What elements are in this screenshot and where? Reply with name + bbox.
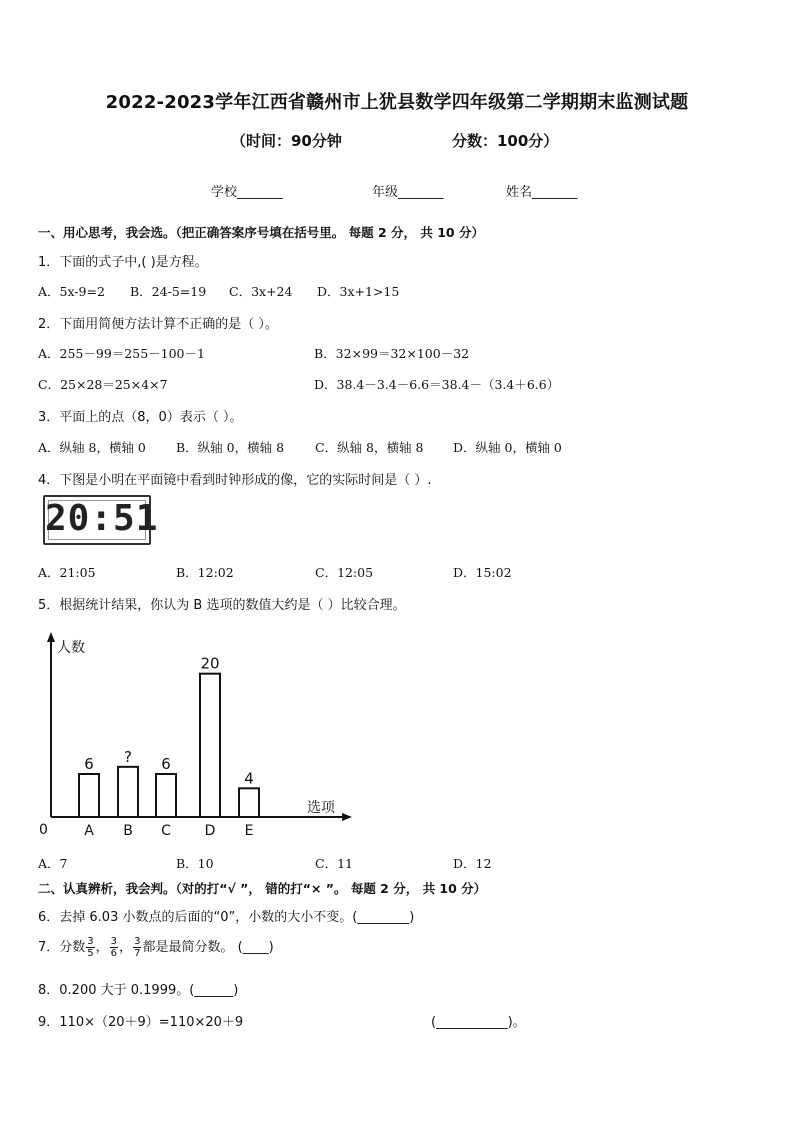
bar-C	[156, 774, 176, 817]
q1-option-c: C．3x+24	[229, 284, 293, 299]
q2-option-b: B．32×99＝32×100－32	[314, 346, 470, 361]
bar-B	[118, 767, 138, 817]
data-label-C: 6	[161, 755, 171, 773]
q5-option-c: C．11	[315, 856, 353, 871]
chart-bars	[79, 674, 259, 817]
q1-stem: 1．下面的式子中,( )是方程。	[38, 255, 208, 270]
section1-heading: 一、用心思考，我会选。（把正确答案序号填在括号里。 每题 2 分， 共 10 分）	[38, 225, 484, 240]
page-title: 2022-2023学年江西省赣州市上犹县数学四年级第二学期期末监测试题	[105, 92, 689, 113]
data-label-B: ?	[124, 747, 132, 766]
q1-option-b: B．24-5=19	[130, 284, 207, 299]
q4-stem: 4．下图是小明在平面镜中看到时钟形成的像，它的实际时间是（ ）.	[38, 473, 432, 488]
q5-option-b: B．10	[176, 856, 214, 871]
q2-option-d: D．38.4－3.4－6.6＝38.4－（3.4＋6.6）	[314, 377, 560, 392]
name-field: 姓名_______	[506, 185, 578, 200]
origin-label: 0	[39, 822, 48, 838]
q4-option-a: A．21:05	[38, 565, 96, 580]
q3-option-c: C．纵轴 8，横轴 8	[315, 440, 424, 455]
grade-field: 年级_______	[372, 185, 444, 200]
q8-statement: 8．0.200 大于 0.1999。(______)	[38, 983, 239, 998]
data-label-E: 4	[244, 769, 254, 788]
y-axis-arrow	[47, 632, 55, 642]
q4-option-d: D．15:02	[453, 565, 512, 580]
category-label-A: A	[84, 823, 94, 839]
clock-digits: 20:51	[45, 498, 159, 539]
q7-prefix: 7．分数	[38, 940, 86, 955]
fraction-3-6: $\frac{3}{6}$	[110, 936, 118, 959]
q1-option-d: D．3x+1>15	[317, 284, 400, 299]
q3-option-d: D．纵轴 0，横轴 0	[453, 440, 562, 455]
exam-time: （时间：90分钟	[231, 132, 342, 150]
x-axis-label: 选项	[307, 800, 335, 816]
q9-statement: 9．110×（20＋9）=110×20＋9	[38, 1015, 244, 1030]
exam-score: 分数：100分）	[452, 132, 559, 150]
q9-answer-blank: (___________)。	[431, 1015, 526, 1030]
bar-chart	[30, 628, 360, 840]
q1-option-a: A．5x-9=2	[38, 284, 105, 299]
bar-E	[239, 788, 259, 817]
section2-heading: 二、认真辨析，我会判。（对的打“√ ”， 错的打“× ”。 每题 2 分， 共 10 分）	[38, 881, 487, 896]
category-label-D: D	[204, 823, 216, 839]
q7-suffix: 都是最简分数。 (____)	[142, 940, 274, 955]
q3-stem: 3．平面上的点（8，0）表示（ ）。	[38, 410, 243, 425]
bar-D	[200, 674, 220, 817]
q2-option-c: C．25×28＝25×4×7	[38, 377, 168, 392]
x-axis-arrow	[342, 813, 352, 821]
data-label-A: 6	[84, 755, 94, 773]
category-label-E: E	[244, 823, 254, 839]
q5-option-d: D．12	[453, 856, 492, 871]
y-axis-label: 人数	[57, 640, 85, 656]
data-label-D: 20	[200, 654, 220, 673]
q7-statement: 7．分数 $\frac{3}{5}$ ， $\frac{3}{6}$ ， $\frac{3}{7}$ 都是最简分数。 (____)	[38, 936, 274, 959]
fraction-3-5: $\frac{3}{5}$	[87, 936, 94, 959]
bar-A	[79, 774, 99, 817]
category-label-B: B	[123, 823, 133, 839]
q3-option-a: A．纵轴 8，横轴 0	[38, 440, 146, 455]
q5-option-a: A．7	[38, 856, 68, 871]
fraction-3-7: $\frac{3}{7}$	[134, 936, 141, 959]
q4-option-c: C．12:05	[315, 565, 374, 580]
school-field: 学校_______	[211, 185, 283, 200]
q2-stem: 2．下面用简便方法计算不正确的是（ ）。	[38, 317, 278, 332]
q4-option-b: B．12:02	[176, 565, 234, 580]
q6-statement: 6．去掉 6.03 小数点的后面的“0”，小数的大小不变。(________)	[38, 910, 415, 925]
q2-option-a: A．255－99＝255－100－1	[38, 346, 205, 361]
q5-stem: 5．根据统计结果，你认为 B 选项的数值大约是（ ）比较合理。	[38, 598, 406, 613]
category-label-C: C	[161, 823, 171, 839]
q3-option-b: B．纵轴 0，横轴 8	[176, 440, 285, 455]
digital-clock-image	[43, 495, 159, 545]
